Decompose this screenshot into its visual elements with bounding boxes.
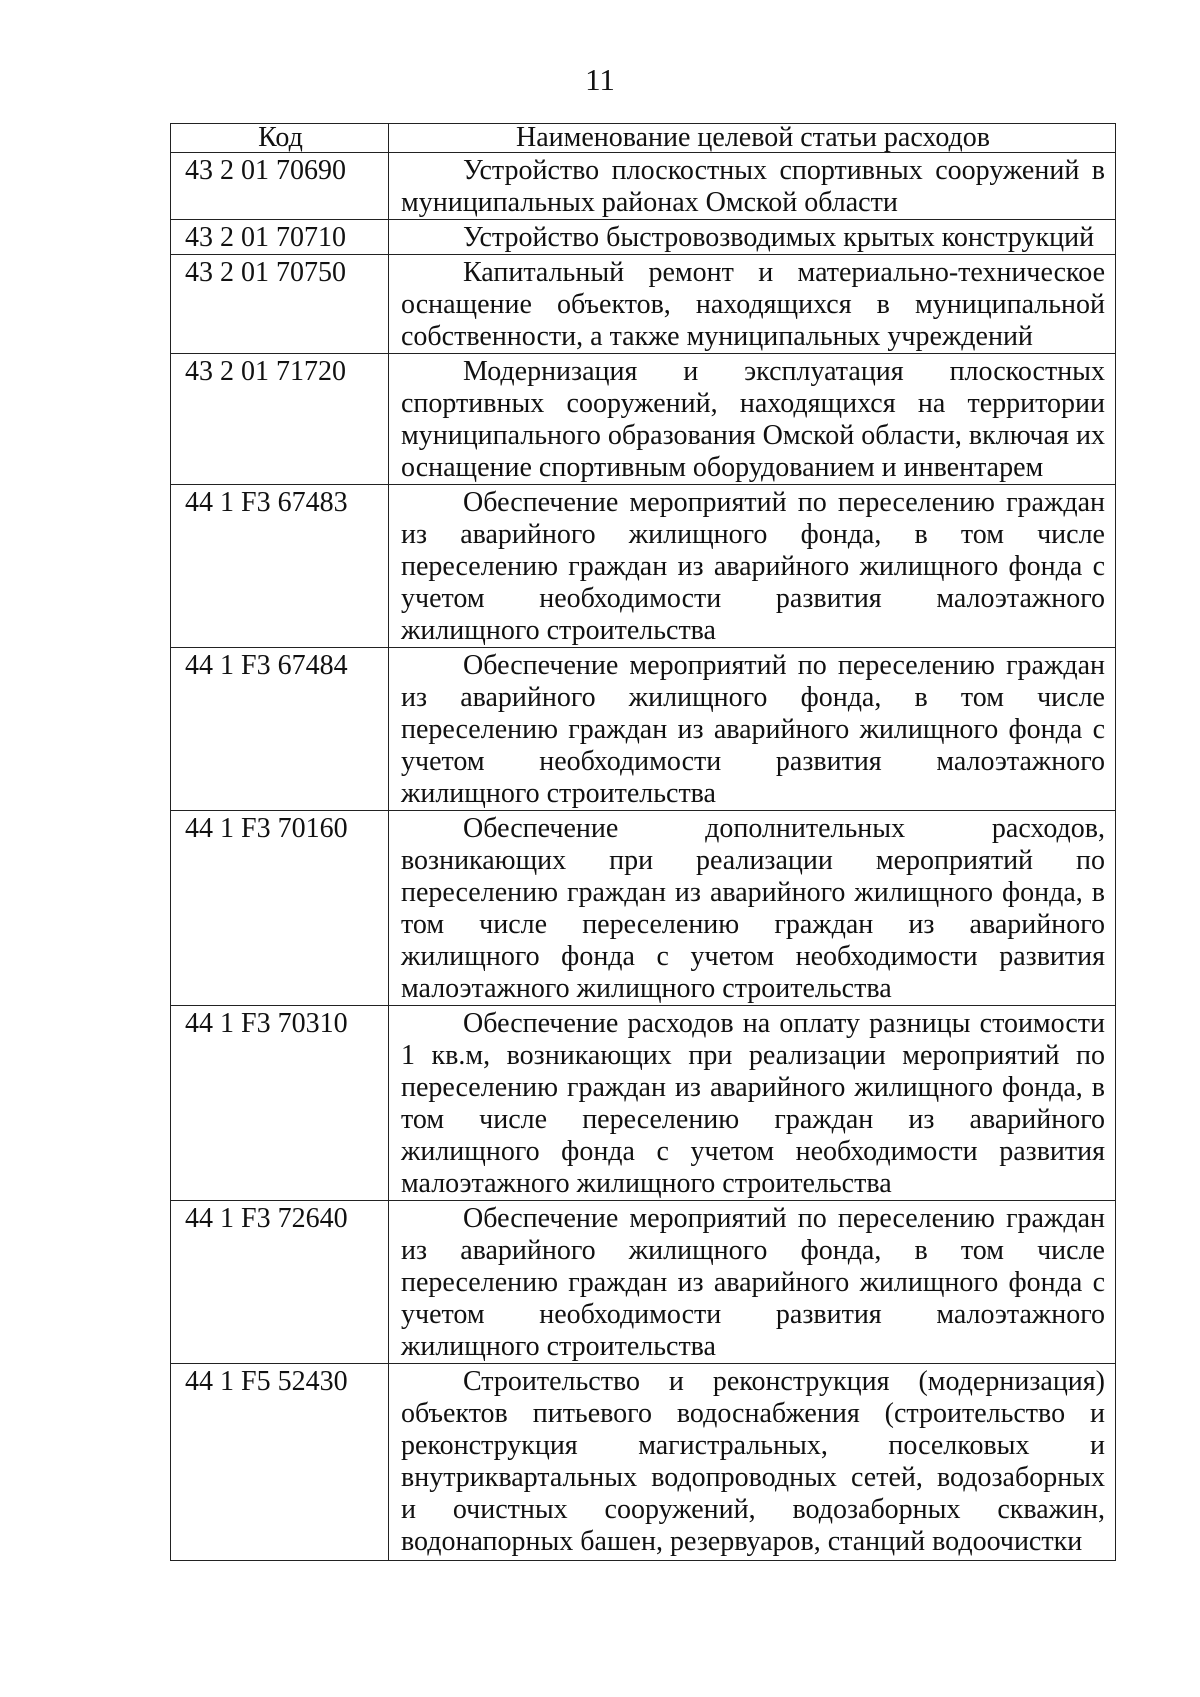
row-name: Строительство и реконструкция (модернизация) объектов питьевого водоснабжения (строительство и реконструкция магистральных, поселковых и внутриквартальных водопроводных сетей, водозаборных и очистных сооружений, водозаборных скважин, водонапорных башен, резервуаров, станций водоочистки xyxy=(389,1364,1116,1561)
table-row xyxy=(171,1364,1116,1561)
table-row xyxy=(171,1006,1116,1201)
table-row xyxy=(171,255,1116,354)
row-name: Капитальный ремонт и материально-техническое оснащение объектов, находящихся в муниципальной собственности, а также муниципальных учреждений xyxy=(389,255,1116,354)
header-code: Код xyxy=(171,124,389,153)
page-number: 11 xyxy=(585,62,615,97)
table-row xyxy=(171,220,1116,255)
row-code: 43 2 01 70690 xyxy=(171,153,389,220)
row-code: 43 2 01 70750 xyxy=(171,255,389,354)
table-header-row xyxy=(171,124,1116,153)
row-code: 44 1 F3 67483 xyxy=(171,485,389,648)
table-row xyxy=(171,354,1116,485)
row-code: 44 1 F3 72640 xyxy=(171,1201,389,1364)
row-code: 44 1 F3 67484 xyxy=(171,648,389,811)
row-code: 43 2 01 70710 xyxy=(171,220,389,255)
row-name: Обеспечение расходов на оплату разницы стоимости 1 кв.м, возникающих при реализации мероприятий по переселению граждан из аварийного жилищного фонда, в том числе переселению граждан из аварийного жилищного фонда с учетом необходимости развития малоэтажного жилищного строительства xyxy=(389,1006,1116,1201)
budget-codes-table xyxy=(170,123,1116,1561)
table-row xyxy=(171,485,1116,648)
table-row xyxy=(171,811,1116,1006)
row-code: 43 2 01 71720 xyxy=(171,354,389,485)
row-name: Устройство плоскостных спортивных сооружений в муниципальных районах Омской области xyxy=(389,153,1116,220)
table-row xyxy=(171,153,1116,220)
header-name: Наименование целевой статьи расходов xyxy=(389,124,1116,153)
table-row xyxy=(171,648,1116,811)
row-name: Устройство быстровозводимых крытых конструкций xyxy=(389,220,1116,255)
row-name: Обеспечение мероприятий по переселению граждан из аварийного жилищного фонда, в том числе переселению граждан из аварийного жилищного фонда с учетом необходимости развития малоэтажного жилищного строительства xyxy=(389,485,1116,648)
table-row xyxy=(171,1201,1116,1364)
row-name: Обеспечение дополнительных расходов, возникающих при реализации мероприятий по переселению граждан из аварийного жилищного фонда, в том числе переселению граждан из аварийного жилищного фонда с учетом необходимости развития малоэтажного жилищного строительства xyxy=(389,811,1116,1006)
row-name: Обеспечение мероприятий по переселению граждан из аварийного жилищного фонда, в том числе переселению граждан из аварийного жилищного фонда с учетом необходимости развития малоэтажного жилищного строительства xyxy=(389,648,1116,811)
row-code: 44 1 F5 52430 xyxy=(171,1364,389,1561)
row-code: 44 1 F3 70160 xyxy=(171,811,389,1006)
row-code: 44 1 F3 70310 xyxy=(171,1006,389,1201)
row-name: Модернизация и эксплуатация плоскостных спортивных сооружений, находящихся на территории муниципального образования Омской области, включая их оснащение спортивным оборудованием и инвентарем xyxy=(389,354,1116,485)
row-name: Обеспечение мероприятий по переселению граждан из аварийного жилищного фонда, в том числе переселению граждан из аварийного жилищного фонда с учетом необходимости развития малоэтажного жилищного строительства xyxy=(389,1201,1116,1364)
